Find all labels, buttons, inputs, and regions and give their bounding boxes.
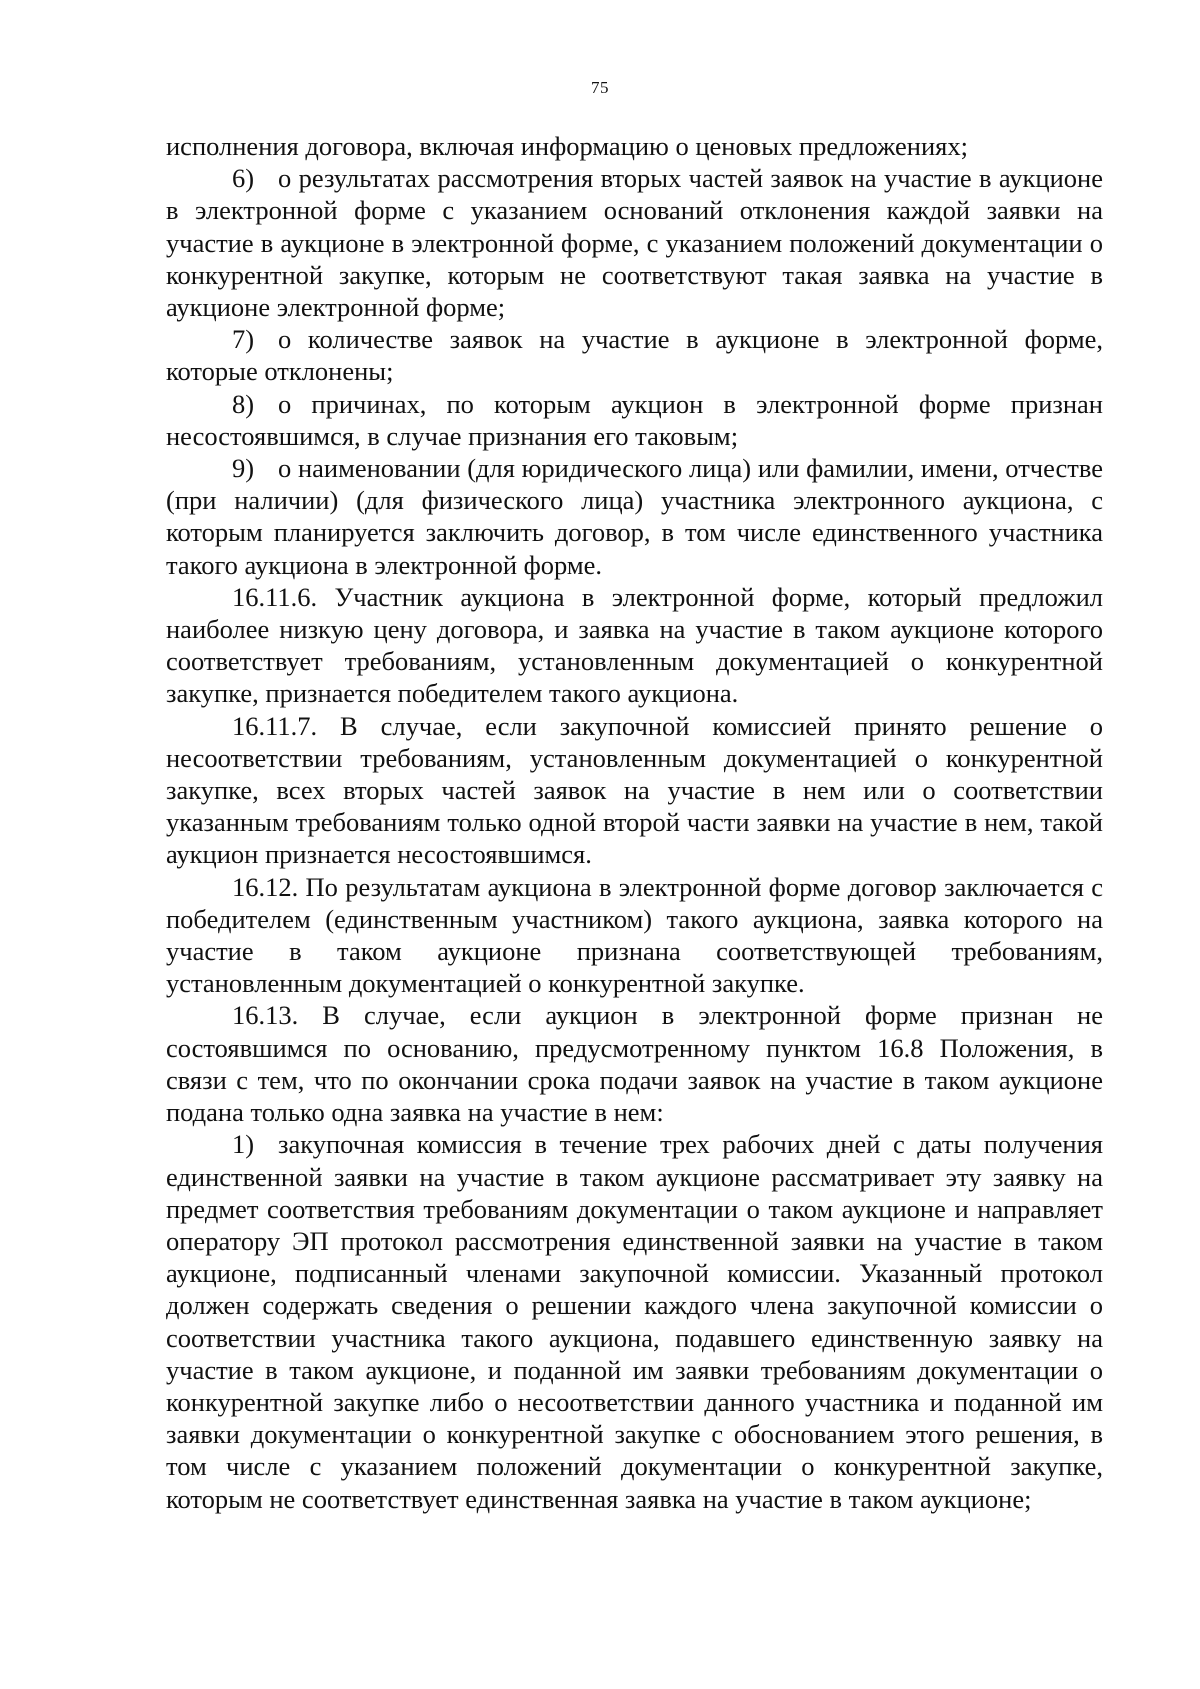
list-item-text: о результатах рассмотрения вторых частей заявок на участие в аукционе в электронной форме с указанием оснований отклонения каждой заявки на участие в аукционе в электронной форме, с указанием положений документации о конкурентной закупке, которым не соответствуют такая заявка на участие в аукционе электронной форме; [166, 163, 1103, 323]
list-item-9 [166, 452, 1103, 581]
paragraph-continuation [166, 130, 1103, 162]
list-item-number: 1) [232, 1129, 255, 1160]
clause-16-11-7 [166, 710, 1103, 871]
list-item-6 [166, 162, 1103, 323]
list-item-number: 6) [232, 163, 255, 194]
clause-text: 16.11.7. В случае, если закупочной комиссией принято решение о несоответствии требованиям, установленным документацией о конкурентной закупке, всех вторых частей заявок на участие в нем или о соответствии указанным требованиям только одной второй части заявки на участие в нем, такой аукцион признается несостоявшимся. [166, 710, 1103, 870]
clause-text: 16.12. По результатам аукциона в электронной форме договор заключается с победителем (единственным участником) такого аукциона, заявка которого на участие в таком аукционе признана соответствующей требованиям, установленным документацией о конкурентной закупке. [166, 871, 1103, 999]
list-item-1 [166, 1128, 1103, 1514]
list-item-7 [166, 323, 1103, 387]
list-item-text: о количестве заявок на участие в аукционе в электронной форме, которые отклонены; [166, 324, 1103, 387]
list-item-text: о наименовании (для юридического лица) или фамилии, имени, отчестве (при наличии) (для физического лица) участника электронного аукциона, с которым планируется заключить договор, в том числе единственного участника такого аукциона в электронной форме. [166, 453, 1103, 580]
clause-16-11-6 [166, 581, 1103, 710]
list-item-text: закупочная комиссия в течение трех рабочих дней с даты получения единственной заявки на участие в таком аукционе рассматривает эту заявку на предмет соответствия требованиям документации о таком аукционе и направляет оператору ЭП протокол рассмотрения единственной заявки на участие в таком аукционе, подписанный членами закупочной комиссии. Указанный протокол должен содержать сведения о решении каждого члена закупочной комиссии о соответствии участника такого аукциона, подавшего единственную заявку на участие в таком аукционе, и поданной им заявки требованиям документации о конкурентной закупке либо о несоответствии данного участника и поданной им заявки документации о конкурентной закупке с обоснованием этого решения, в том числе с указанием положений документации о конкурентной закупке, которым не соответствует единственная заявка на участие в таком аукционе; [166, 1129, 1103, 1514]
clause-text: 16.13. В случае, если аукцион в электронной форме признан не состоявшимся по основанию, предусмотренному пунктом 16.8 Положения, в связи с тем, что по окончании срока подачи заявок на участие в таком аукционе подана только одна заявка на участие в нем: [166, 1000, 1103, 1128]
clause-text: 16.11.6. Участник аукциона в электронной форме, который предложил наиболее низкую цену договора, и заявка на участие в таком аукционе которого соответствует требованиям, установленным документацией о конкурентной закупке, признается победителем такого аукциона. [166, 581, 1103, 709]
page-number: 75 [591, 78, 609, 97]
list-item-8 [166, 388, 1103, 452]
paragraph-text: исполнения договора, включая информацию о ценовых предложениях; [166, 131, 968, 161]
clause-16-13 [166, 999, 1103, 1128]
list-item-number: 8) [232, 388, 255, 419]
list-item-number: 9) [232, 453, 255, 484]
list-item-text: о причинах, по которым аукцион в электронной форме признан несостоявшимся, в случае признания его таковым; [166, 388, 1103, 451]
list-item-number: 7) [232, 324, 255, 355]
clause-16-12 [166, 871, 1103, 1000]
document-body [166, 130, 1103, 1515]
